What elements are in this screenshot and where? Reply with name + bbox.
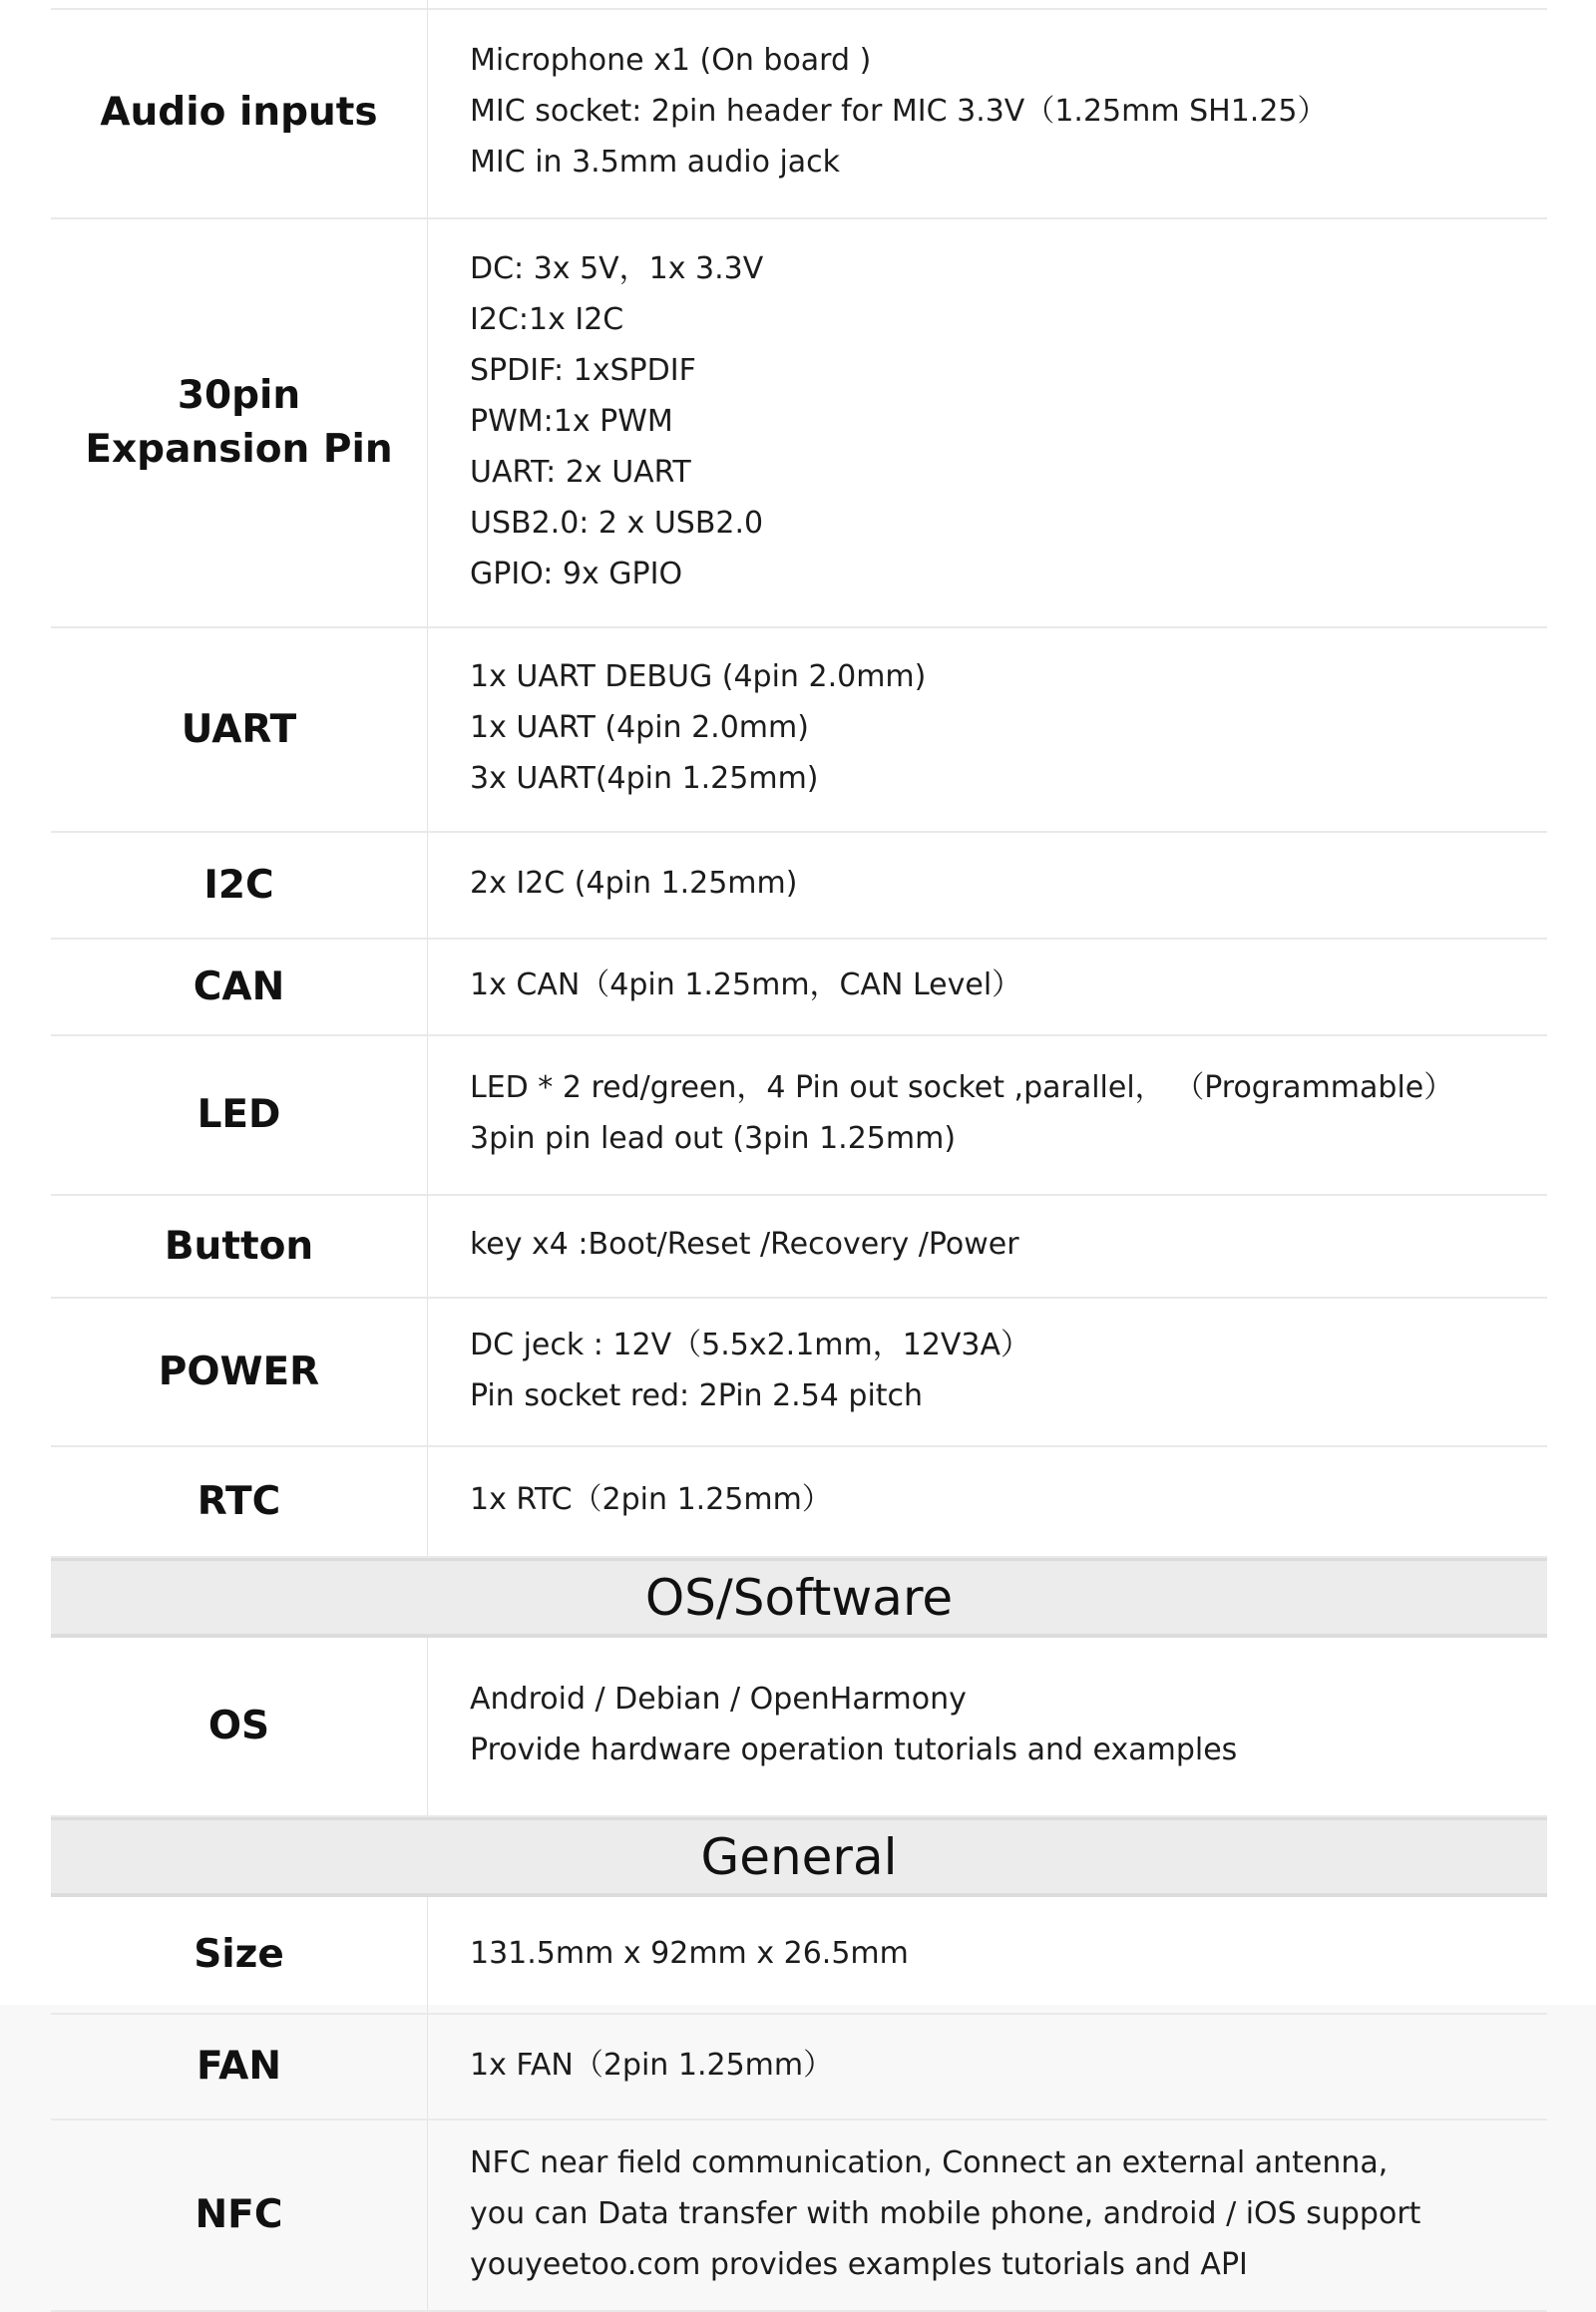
spec-value <box>427 219 1547 626</box>
spec-value <box>427 8 1547 217</box>
spec-value <box>427 1447 1547 1556</box>
spec-value <box>427 940 1547 1034</box>
spec-label <box>51 1897 427 2013</box>
spec-value <box>427 2015 1547 2119</box>
spec-label <box>51 1036 427 1194</box>
section-heading-os-software: OS/Software <box>51 1558 1547 1638</box>
spec-label <box>51 1196 427 1297</box>
spec-value-line: 1x FAN（2pin 1.25mm） <box>470 2047 834 2083</box>
spec-value-line: USB2.0: 2 x USB2.0 <box>470 505 764 541</box>
spec-label <box>51 1447 427 1556</box>
spec-label-text: Button <box>164 1223 314 1269</box>
spec-row-os <box>51 1638 1547 1817</box>
spec-value-line: MIC in 3.5mm audio jack <box>470 144 841 180</box>
spec-label <box>51 833 427 938</box>
column-divider-stub <box>427 0 428 8</box>
spec-value-line: PWM:1x PWM <box>470 403 673 439</box>
spec-label-text: LED <box>197 1092 281 1137</box>
spec-label-text: OS <box>207 1704 270 1748</box>
spec-label <box>51 1299 427 1445</box>
spec-row-audio-inputs <box>51 8 1547 219</box>
spec-value-line: key x4 :Boot/Reset /Recovery /Power <box>470 1227 1019 1262</box>
spec-label-text: 30pin <box>177 373 301 418</box>
spec-label-text: I2C <box>203 862 274 908</box>
spec-value-line: 2x I2C (4pin 1.25mm) <box>470 866 798 901</box>
spec-value <box>427 2120 1547 2310</box>
spec-value-line: LED * 2 red/green，4 Pin out socket ,parallel， （Programmable） <box>470 1070 1454 1105</box>
spec-value <box>427 628 1547 831</box>
spec-row-rtc <box>51 1447 1547 1558</box>
spec-value-line: UART: 2x UART <box>470 454 691 490</box>
spec-value-line: 1x UART DEBUG (4pin 2.0mm) <box>470 659 927 694</box>
spec-label <box>51 940 427 1034</box>
spec-value <box>427 833 1547 938</box>
spec-label-text: Audio inputs <box>100 90 378 135</box>
spec-value-line: 1x UART (4pin 2.0mm) <box>470 710 809 745</box>
spec-row-power <box>51 1299 1547 1447</box>
spec-value-line: MIC socket: 2pin header for MIC 3.3V（1.25mm SH1.25） <box>470 93 1328 129</box>
spec-value-line: Android / Debian / OpenHarmony <box>470 1682 967 1717</box>
spec-value <box>427 1638 1547 1815</box>
spec-label-text: CAN <box>193 963 285 1009</box>
spec-label-text: FAN <box>197 2044 281 2089</box>
spec-value-line: 1x RTC（2pin 1.25mm） <box>470 1482 832 1517</box>
spec-row-30pin-expansion-pin <box>51 219 1547 628</box>
spec-value <box>427 1299 1547 1445</box>
spec-label-text: UART <box>181 706 297 752</box>
spec-value-line: SPDIF: 1xSPDIF <box>470 352 696 388</box>
spec-value-line: I2C:1x I2C <box>470 301 624 337</box>
spec-value-line: youyeetoo.com provides examples tutorials and API <box>470 2246 1248 2282</box>
spec-label-text: Expansion Pin <box>85 427 393 472</box>
spec-value-line: 3pin pin lead out (3pin 1.25mm) <box>470 1121 957 1156</box>
spec-label <box>51 1638 427 1815</box>
spec-label <box>51 8 427 217</box>
spec-row-can <box>51 940 1547 1036</box>
spec-value-line: Microphone x1 (On board ) <box>470 42 872 78</box>
spec-row-fan <box>51 2015 1547 2120</box>
spec-value-line: 131.5mm x 92mm x 26.5mm <box>470 1935 909 1971</box>
spec-value <box>427 1196 1547 1297</box>
spec-value-line: Provide hardware operation tutorials and examples <box>470 1733 1238 1767</box>
spec-value-line: NFC near field communication, Connect an external antenna, <box>470 2144 1389 2180</box>
spec-label-text: RTC <box>197 1478 281 1524</box>
spec-label <box>51 628 427 831</box>
section-heading-general: General <box>51 1817 1547 1897</box>
spec-label <box>51 219 427 626</box>
spec-label-text: NFC <box>195 2192 283 2237</box>
spec-value <box>427 1036 1547 1194</box>
spec-value-line: DC jeck : 12V（5.5x2.1mm，12V3A） <box>470 1327 1031 1362</box>
spec-row-i2c <box>51 833 1547 940</box>
spec-value-line: Pin socket red: 2Pin 2.54 pitch <box>470 1377 924 1413</box>
spec-label-text: POWER <box>158 1349 320 1394</box>
spec-row-size <box>51 1897 1547 2015</box>
spec-label <box>51 2015 427 2119</box>
spec-row-led <box>51 1036 1547 1196</box>
spec-value-line: GPIO: 9x GPIO <box>470 556 683 591</box>
spec-value-line: 1x CAN（4pin 1.25mm，CAN Level） <box>470 967 1022 1002</box>
spec-label-text: Size <box>194 1932 284 1977</box>
spec-row-uart <box>51 628 1547 833</box>
spec-value <box>427 1897 1547 2013</box>
spec-row-button <box>51 1196 1547 1299</box>
spec-value-line: DC: 3x 5V，1x 3.3V <box>470 250 764 286</box>
spec-row-nfc <box>51 2120 1547 2312</box>
spec-value-line: you can Data transfer with mobile phone, android / iOS support <box>470 2195 1421 2231</box>
spec-value-line: 3x UART(4pin 1.25mm) <box>470 761 819 796</box>
spec-label <box>51 2120 427 2310</box>
